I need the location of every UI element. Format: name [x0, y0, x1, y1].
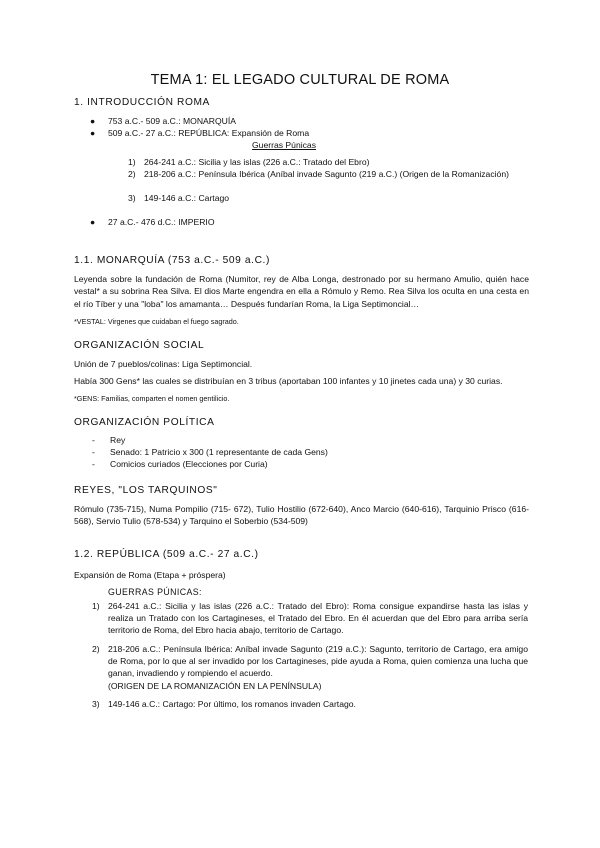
list-number: 2)	[92, 644, 100, 654]
list-item-text: 264-241 a.C.: Sicilia y las islas (226 a.C.: Tratado del Ebro): Roma consigue expandirse hasta las islas y realiza un Tratado con los Cartagineses, el Tratado del Ebro. En él acuerdan que del Ebro para arriba sería territorio de Roma, del Ebro hacia abajo, territorio de Cartago.	[108, 601, 528, 636]
list-number: 3)	[128, 193, 136, 203]
list-item	[128, 156, 528, 168]
monarquia-paragraph: Leyenda sobre la fundación de Roma (Numitor, rey de Alba Longa, destronado por su hermano Amulio, quién hace vestal* a su sobrina Rea Silva. El dios Marte engendra en ella a Rómulo y Remo. Rea Silva los oculta en una cesta en el río Tíber y una "loba" los amamanta… Después fundarían Roma, la Liga Septimoncial…	[74, 274, 529, 309]
gens-note: *GENS: Familias, comparten el nomen gentilicio.	[74, 394, 230, 403]
list-item-text: 149-146 a.C.: Cartago: Por último, los romanos invaden Cartago.	[108, 699, 356, 709]
bullet-icon: ●	[90, 116, 96, 126]
section-heading-intro: 1. INTRODUCCIÓN ROMA	[74, 97, 210, 108]
list-item	[92, 600, 528, 637]
list-item-text: 27 a.C.- 476 d.C.: IMPERIO	[108, 217, 215, 227]
vestal-note: *VESTAL: Virgenes que cuidaban el fuego sagrado.	[74, 317, 239, 326]
social-line-1: Unión de 7 pueblos/colinas: Liga Septimoncial.	[74, 359, 253, 369]
section-heading-republica: 1.2. REPÚBLICA (509 a.C.- 27 a.C.)	[74, 549, 259, 560]
list-item-text: 509 a.C.- 27 a.C.: REPÚBLICA: Expansión de Roma	[108, 128, 310, 138]
section-heading-reyes: REYES, "LOS TARQUINOS"	[74, 485, 218, 496]
list-item-text: 218-206 a.C.: Península Ibérica: Aníbal invade Sagunto (219 a.C.): Sagunto, territorio de Cartago, era amigo de Roma, por lo que al ser invadido por los Cartagineses, pide ayuda a Roma, quien comienza una lucha que ganan, invadiendo y rompiendo el acuerdo.	[108, 644, 528, 679]
list-number: 1)	[92, 601, 100, 611]
list-item	[128, 168, 528, 180]
list-item: - Senado: 1 Patricio x 300 (1 representante de cada Gens)	[92, 447, 328, 457]
list-number: 3)	[92, 699, 100, 709]
bullet-icon: ●	[90, 217, 96, 227]
list-item-text: Senado: 1 Patricio x 300 (1 representante de cada Gens)	[110, 447, 328, 457]
list-item	[92, 643, 528, 692]
list-item-text: Comicios curiados (Elecciones por Curia)	[110, 459, 268, 469]
social-line-2: Había 300 Gens* las cuales se distribuían en 3 tribus (aportaban 100 infantes y 10 jinetes cada una) y 30 curias.	[74, 376, 503, 386]
guerras-punicas-title: Guerras Púnicas	[252, 140, 317, 150]
republica-subtitle: Expansión de Roma (Etapa + próspera)	[74, 570, 226, 580]
list-item-text: 264-241 a.C.: Sicilia y las islas (226 a.C.: Tratado del Ebro)	[144, 157, 370, 167]
list-item	[90, 128, 309, 138]
list-item	[90, 217, 215, 227]
section-heading-politica: ORGANIZACIÓN POLÍTICA	[74, 417, 215, 428]
bullet-icon: ●	[90, 128, 96, 138]
list-item-text: 218-206 a.C.: Península Ibérica (Aníbal invade Sagunto (219 a.C.) (Origen de la Romanización)	[144, 169, 509, 179]
list-item-text: 753 a.C.- 509 a.C.: MONARQUÍA	[108, 116, 236, 126]
list-item	[92, 698, 528, 710]
section-heading-social: ORGANIZACIÓN SOCIAL	[74, 340, 205, 351]
list-item	[90, 116, 236, 126]
guerras-punicas-heading: GUERRAS PÚNICAS:	[108, 587, 202, 597]
list-item-text: 149-146 a.C.: Cartago	[144, 193, 230, 203]
list-item: - Rey	[92, 435, 126, 445]
list-number: 2)	[128, 169, 136, 179]
reyes-paragraph: Rómulo (735-715), Numa Pompilio (715- 672), Tulio Hostilio (672-640), Anco Marcio (640-616), Tarquinio Prisco (616-568), Servio Tulio (578-534) y Tarquino el Soberbio (534-509)	[74, 504, 529, 527]
list-item	[128, 192, 528, 204]
list-item: - Comicios curiados (Elecciones por Curia)	[92, 459, 268, 469]
list-number: 1)	[128, 157, 136, 167]
romanizacion-origin-note: (ORIGEN DE LA ROMANIZACIÓN EN LA PENÍNSULA)	[108, 680, 322, 691]
section-heading-monarquia: 1.1. MONARQUÍA (753 a.C.- 509 a.C.)	[74, 255, 270, 266]
page-title: TEMA 1: EL LEGADO CULTURAL DE ROMA	[150, 72, 450, 88]
list-item-text: Rey	[110, 435, 126, 445]
